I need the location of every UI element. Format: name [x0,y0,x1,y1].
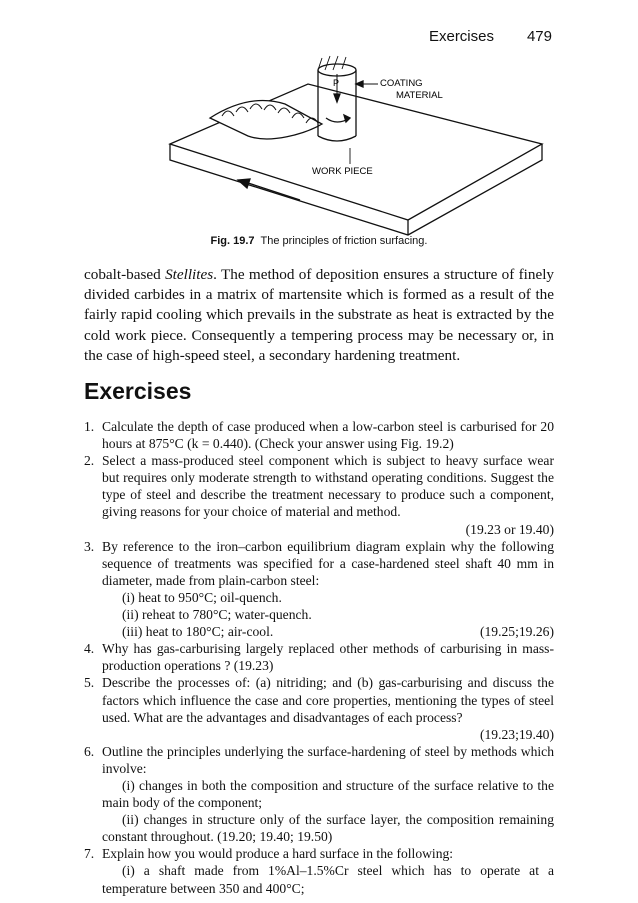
sub-item: (ii) changes in structure only of the surface layer, the composition remaining constant throughout. (19.20; 19.40; 19.50) [102,812,554,845]
running-header [0,28,638,50]
item-reference: (19.23 or 19.40) [465,521,554,537]
para-text-2: . The method of deposition ensures a structure of finely divided carbides in a matrix of martensite which is formed as a result of the fairly rapid cooling which prevails in the substrate as heat is extracted by the cold work piece. Consequently a tempering process may be necessary or, in the case of high-speed steel, a secondary hardening treatment. [84,266,555,364]
pressure-label: P [333,78,340,88]
exercise-item [84,538,554,641]
caption-number: Fig. 19.7 [210,235,255,247]
exercise-item [84,418,554,452]
sub-item: (ii) reheat to 780°C; water-quench. [122,607,312,623]
exercises-heading: Exercises [84,378,192,404]
caption-text: The principles of friction surfacing. [260,235,428,247]
item-reference: (19.23;19.40) [479,726,554,742]
body-paragraph [84,265,554,366]
exercise-list [84,418,554,897]
sub-item: (i) changes in both the composition and structure of the surface relative to the main body of the component; [102,777,554,811]
exercise-item [84,674,554,742]
work-piece-label: WORK PIECE [312,166,373,177]
item-number: 7. [84,846,95,862]
coating-label-2: MATERIAL [396,90,443,101]
item-text: Why has gas-carburising largely replaced other methods of carburising in mass-production operations ? (19.23) [102,641,554,674]
sub-item-row [102,623,554,640]
section-title: Exercises [428,28,494,45]
item-text: By reference to the iron–carbon equilibrium diagram explain why the following sequence of treatments was specified for a case-hardened steel shaft 40 mm in diameter, made from plain-carbon steel: [102,538,554,588]
item-text: Explain how you would produce a hard surface in the following: [102,846,454,862]
item-number: 6. [84,743,95,759]
page-number: 479 [526,28,552,45]
sub-item: (i) a shaft made from 1%Al–1.5%Cr steel which has to operate at a temperature between 350 and 400°C; [102,863,554,896]
item-number: 3. [84,538,95,554]
item-reference: (19.25;19.26) [479,624,554,640]
item-number: 1. [84,419,95,434]
friction-surfacing-figure [150,52,570,242]
sub-item: (i) heat to 950°C; oil-quench. [122,589,282,605]
exercise-item [84,743,554,846]
sub-item: (iii) heat to 180°C; air-cool. [122,624,274,640]
exercise-item [84,640,554,674]
item-number: 4. [84,641,95,657]
item-number: 5. [84,675,95,691]
item-text: Outline the principles underlying the surface-hardening of steel by methods which involve: [102,743,554,776]
exercise-item [84,845,554,896]
item-text: Select a mass-produced steel component which is subject to heavy surface wear but requires only moderate strength to withstand operating conditions. Suggest the type of steel and describe the treatment necessary to produce such a component, giving reasons for your choice of material and method. [102,453,554,520]
para-italic: Stellites [165,266,214,283]
item-text: Calculate the depth of case produced when a low-carbon steel is carburised for 20 hours at 875°C (k = 0.440). (Check your answer using Fig. 19.2) [102,419,554,452]
coating-label-1: COATING [380,78,423,89]
para-text-1: cobalt-based [84,266,166,283]
exercise-item [84,452,554,537]
item-text: Describe the processes of: (a) nitriding; and (b) gas-carburising and discuss the factors which influence the case and core properties, mentioning the types of steel used. What are the advantages and disadvantages of each process? [102,675,554,725]
item-number: 2. [84,453,95,469]
figure-caption [0,235,638,247]
